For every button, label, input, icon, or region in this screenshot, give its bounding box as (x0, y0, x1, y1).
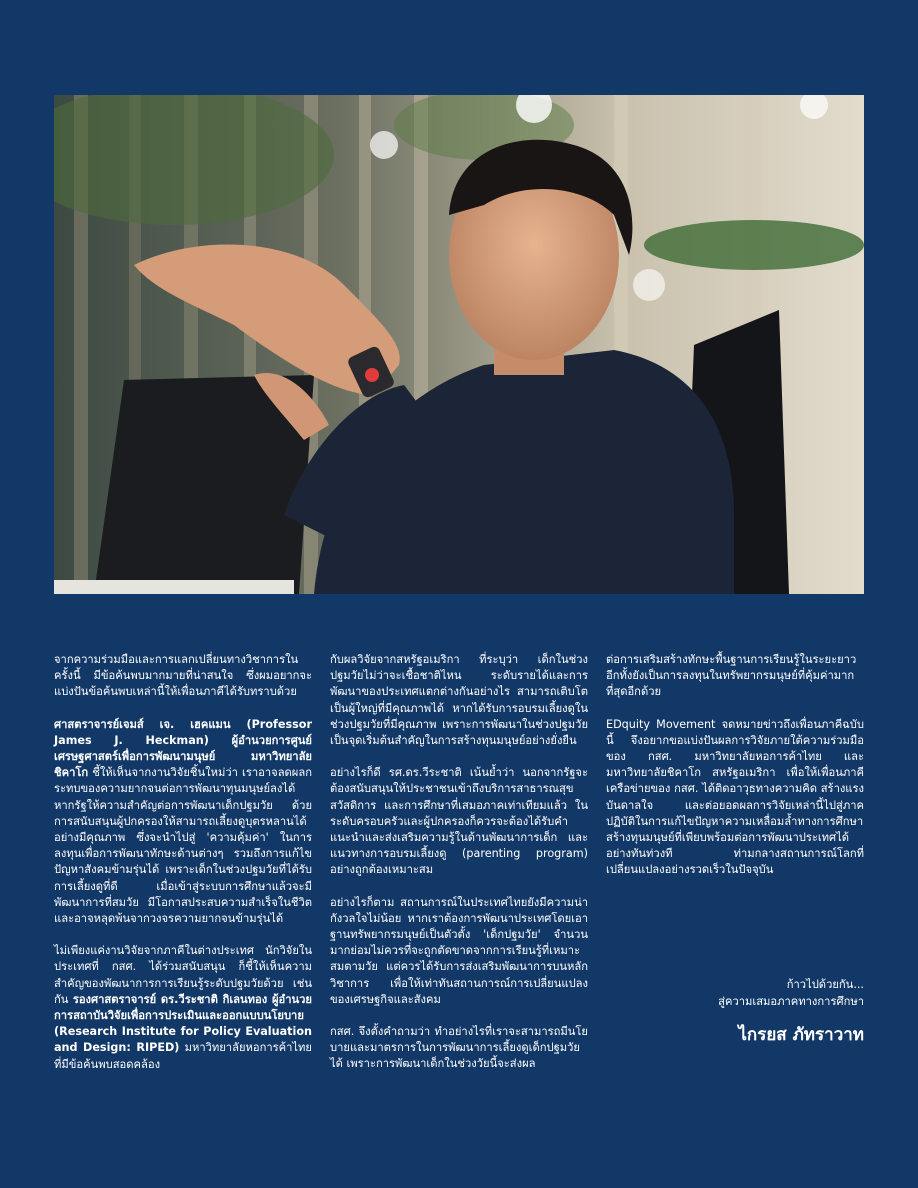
photo-illustration (54, 95, 864, 594)
hero-photo (54, 95, 864, 594)
paragraph: EDquity Movement จดหมายข่าวถึงเพื่อนภาคีฉบับนี้ จึงอยากขอแบ่งปันผลการวิจัยภายใต้ความร่วมมือของ กสศ. มหาวิทยาลัยหอการค้าไทย และมหาวิทยาลัยชิคาโก สหรัฐอเมริกา เพื่อให้เพื่อนภาคีเครือข่ายของ กสศ. ได้ติดอาวุธทางความคิด สร้างแรงบันดาลใจ และต่อยอดผลการวิจัยเหล่านี้ไปสู่ภาคปฏิบัติในการแก้ไขปัญหาความเหลื่อมล้ำทางการศึกษา สร้างทุนมนุษย์ที่เพียบพร้อมต่อการพัฒนาประเทศได้อย่างทันท่วงที ท่ามกลางสถานการณ์โลกที่เปลี่ยนแปลงอย่างรวดเร็วในปัจจุบัน (606, 717, 864, 877)
signoff (606, 976, 864, 1046)
article-column-3 (606, 652, 864, 895)
bold-text: รองศาสตราจารย์ ดร.วีระชาติ กิเลนทอง ผู้อำนวยการสถาบันวิจัยเพื่อการประเมินและออกแบบนโยบาย (Research Institute for Policy Evaluation and Design: RIPED) (54, 992, 312, 1055)
paragraph: ไม่เพียงแค่งานวิจัยจากภาคีในต่างประเทศ นักวิจัยในประเทศที่ กสศ. ได้ร่วมสนับสนุน ก็ชี้ให้เห็นความสำคัญของพัฒนาการการเรียนรู้ระดับปฐมวัยด้วย เช่นกัน รองศาสตราจารย์ ดร.วีระชาติ กิเลนทอง ผู้อำนวยการสถาบันวิจัยเพื่อการประเมินและออกแบบนโยบาย (Research Institute for Policy Evaluation and Design: RIPED) มหาวิทยาลัยหอการค้าไทย ที่มีข้อค้นพบสอดคล้อง (54, 944, 312, 1071)
paragraph: ต่อการเสริมสร้างทักษะพื้นฐานการเรียนรู้ในระยะยาว อีกทั้งยังเป็นการลงทุนในทรัพยากรมนุษย์ที่คุ้มค่ามากที่สุดอีกด้วย (606, 653, 857, 699)
paragraph: อย่างไรก็ดี รศ.ดร.วีระชาติ เน้นย้ำว่า นอกจากรัฐจะต้องสนับสนุนให้ประชาชนเข้าถึงบริการสาธารณสุข สวัสดิการ และการศึกษาที่เสมอภาคเท่าเทียมแล้ว ในระดับครอบครัวและผู้ปกครองก็ควรจะต้องได้รับคำแนะนำและส่งเสริมความรู้ในด้านพัฒนาการเด็ก และแนวทางการอบรมเลี้ยงดู (parenting program) อย่างถูกต้องเหมาะสม (330, 766, 588, 877)
signoff-line: ก้าวไปด้วยกัน... (786, 978, 864, 991)
paragraph: ศาสตราจารย์เจมส์ เจ. เฮคแมน (Professor James J. Heckman) ผู้อำนวยการศูนย์เศรษฐศาสตร์เพื่อการพัฒนามนุษย์ มหาวิทยาลัยชิคาโก ชี้ให้เห็นจากงานวิจัยชิ้นใหม่ว่า เราอาจลดผลกระทบของความยากจนต่อการพัฒนาทุนมนุษย์ลงได้ หากรัฐให้ความสำคัญต่อการพัฒนาเด็กปฐมวัย ด้วยการสนับสนุนผู้ปกครองให้สามารถเลี้ยงดูบุตรหลานได้อย่างมีคุณภาพ ซึ่งจะนำไปสู่ 'ความคุ้มค่า' ในการลงทุนเพื่อการพัฒนาทักษะด้านต่างๆ รวมถึงการแก้ไขปัญหาสังคมข้ามรุ่นได้ เพราะเด็กในช่วงปฐมวัยที่ได้รับการเลี้ยงดูที่ดี เมื่อเข้าสู่ระบบการศึกษาแล้วจะมีพัฒนาการที่สมวัย มีโอกาสประสบความสำเร็จในชีวิต และอาจหลุดพ้นจากวงจรความยากจนข้ามรุ่นได้ (54, 717, 312, 926)
article-column-2 (330, 652, 588, 1089)
author-name: ไกรยส ภัทราวาท (738, 1025, 864, 1045)
paragraph: กสศ. จึงตั้งคำถามว่า ทำอย่างไรที่เราจะสามารถมีนโยบายและมาตรการในการพัฒนาการเลี้ยงดูเด็กปฐมวัยได้ เพราะการพัฒนาเด็กในช่วงวัยนี้จะส่งผล (330, 1025, 588, 1071)
paragraph: กับผลวิจัยจากสหรัฐอเมริกา ที่ระบุว่า เด็กในช่วงปฐมวัยไม่ว่าจะเชื้อชาติไหน ระดับรายได้และการพัฒนาของประเทศแตกต่างกันอย่างไร สามารถเติบโตเป็นผู้ใหญ่ที่มีคุณภาพได้ หากได้รับการอบรมเลี้ยงดูในช่วงปฐมวัยที่มีคุณภาพ เพราะการพัฒนาในช่วงปฐมวัยเป็นจุดเริ่มต้นสำคัญในการสร้างทุนมนุษย์อย่างยั่งยืน (330, 653, 588, 748)
article-column-1 (54, 652, 312, 1089)
paragraph: อย่างไรก็ตาม สถานการณ์ในประเทศไทยยังมีความน่ากังวลใจไม่น้อย หากเราต้องการพัฒนาประเทศโดยเอาฐานทรัพยากรมนุษย์เป็นตัวตั้ง 'เด็กปฐมวัย' จำนวนมากย่อมไม่ควรที่จะถูกตัดขาดจากการเรียนรู้ที่เหมาะสมตามวัย แต่ควรได้รับการส่งเสริมพัฒนาการบนหลักวิชาการ เพื่อให้เท่าทันสถานการณ์การเปลี่ยนแปลงของเศรษฐกิจและสังคม (330, 895, 588, 1006)
paragraph: จากความร่วมมือและการแลกเปลี่ยนทางวิชาการใน ครั้งนี้ มีข้อค้นพบมากมายที่น่าสนใจ ซึ่งผมอยากจะแบ่งปันข้อค้นพบเหล่านี้ให้เพื่อนภาคีได้รับทราบด้วย (54, 653, 312, 699)
signoff-line: สู่ความเสมอภาคทางการศึกษา (718, 995, 864, 1008)
bold-text: ศาสตราจารย์เจมส์ เจ. เฮคแมน (Professor James J. Heckman) ผู้อำนวยการศูนย์เศรษฐศาสตร์เพื่อการพัฒนามนุษย์ มหาวิทยาลัยชิคาโก (54, 717, 312, 780)
